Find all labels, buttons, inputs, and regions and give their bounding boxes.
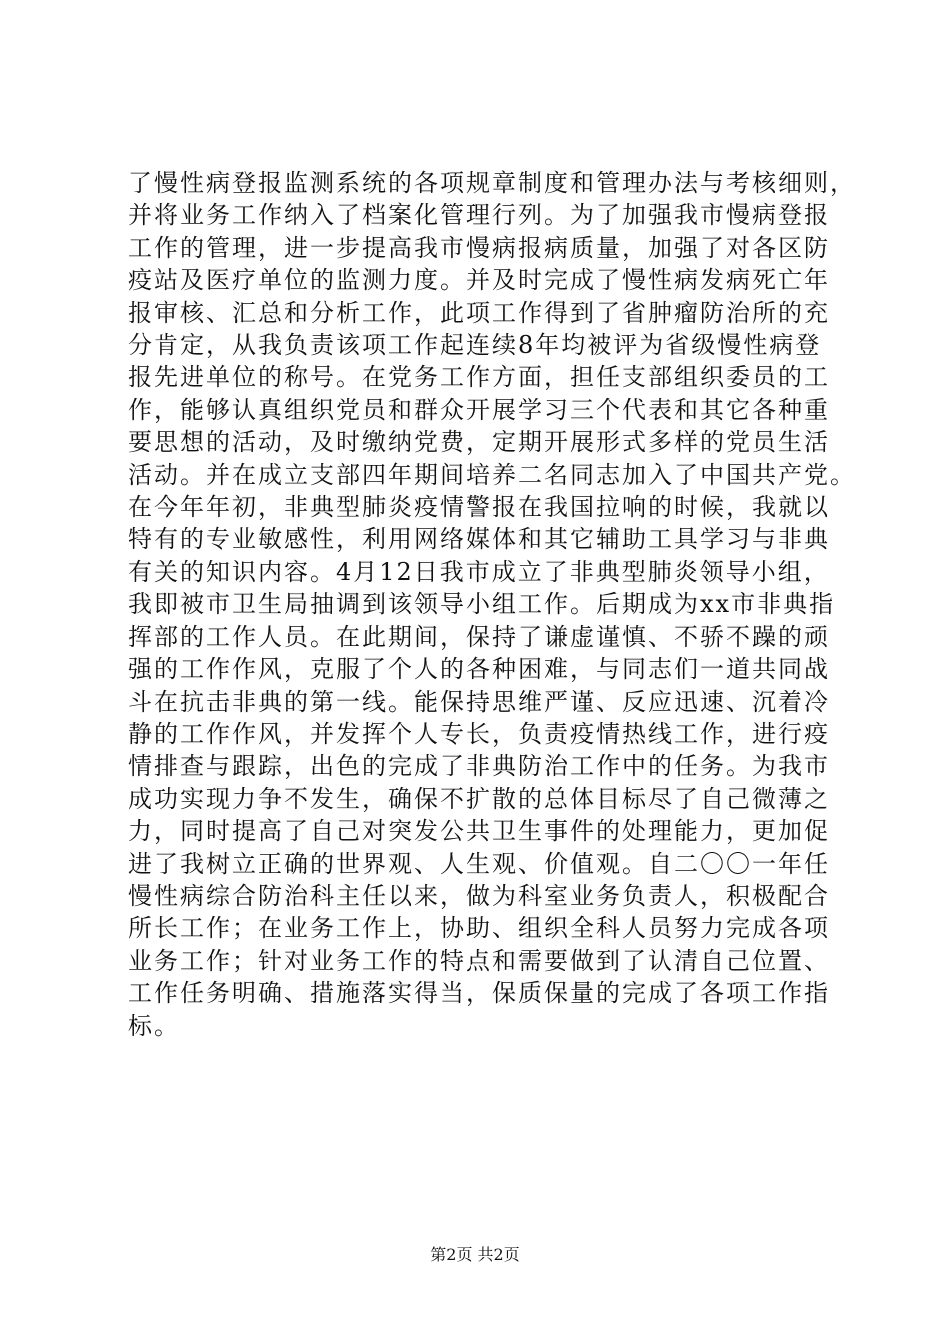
text-line: 活动。并在成立支部四年期间培养二名同志加入了中国共产党。 [128,460,856,489]
text-line: 力，同时提高了自己对突发公共卫生事件的处理能力，更加促 [128,817,830,846]
text-line: 进了我树立正确的世界观、人生观、价值观。自二〇〇一年任 [128,849,830,878]
text-line: 挥部的工作人员。在此期间，保持了谦虚谨慎、不骄不躁的顽 [128,622,830,651]
text-line: 特有的专业敏感性，利用网络媒体和其它辅助工具学习与非典 [128,525,830,554]
text-line: 在今年年初，非典型肺炎疫情警报在我国拉响的时候，我就以 [128,493,830,522]
text-line: 了慢性病登报监测系统的各项规章制度和管理办法与考核细则， [128,169,856,197]
text-line: 工作的管理，进一步提高我市慢病报病质量，加强了对各区防 [128,233,830,262]
text-line: 情排查与跟踪，出色的完成了非典防治工作中的任务。为我市 [128,752,830,781]
text-line: 我即被市卫生局抽调到该领导小组工作。后期成为xx市非典指 [128,590,836,619]
page-footer [0,1245,950,1265]
text-line: 强的工作作风，克服了个人的各种困难，与同志们一道共同战 [128,655,830,684]
text-line: 有关的知识内容。4月12日我市成立了非典型肺炎领导小组， [128,557,830,586]
text-line: 工作任务明确、措施落实得当，保质保量的完成了各项工作指 [128,979,830,1008]
text-line: 并将业务工作纳入了档案化管理行列。为了加强我市慢病登报 [128,201,830,230]
text-line: 静的工作作风，并发挥个人专长，负责疫情热线工作，进行疫 [128,719,830,748]
page-number: 第2页 共2页 [430,1245,520,1264]
text-line: 要思想的活动，及时缴纳党费，定期开展形式多样的党员生活 [128,428,830,457]
text-line: 作，能够认真组织党员和群众开展学习三个代表和其它各种重 [128,395,830,424]
body-text [128,167,858,1042]
text-line: 业务工作；针对业务工作的特点和需要做到了认清自己位置、 [128,946,830,975]
text-line: 分肯定，从我负责该项工作起连续8年均被评为省级慢性病登 [128,331,822,360]
text-line: 斗在抗击非典的第一线。能保持思维严谨、反应迅速、沉着冷 [128,687,830,716]
text-line: 标。 [128,1011,180,1040]
text-line: 所长工作；在业务工作上，协助、组织全科人员努力完成各项 [128,914,830,943]
text-line: 报先进单位的称号。在党务工作方面，担任支部组织委员的工 [128,363,830,392]
text-line: 疫站及医疗单位的监测力度。并及时完成了慢性病发病死亡年 [128,266,830,295]
text-line: 成功实现力争不发生，确保不扩散的总体目标尽了自己微薄之 [128,784,830,813]
text-line: 报审核、汇总和分析工作，此项工作得到了省肿瘤防治所的充 [128,298,830,327]
text-line: 慢性病综合防治科主任以来，做为科室业务负责人，积极配合 [128,881,830,910]
